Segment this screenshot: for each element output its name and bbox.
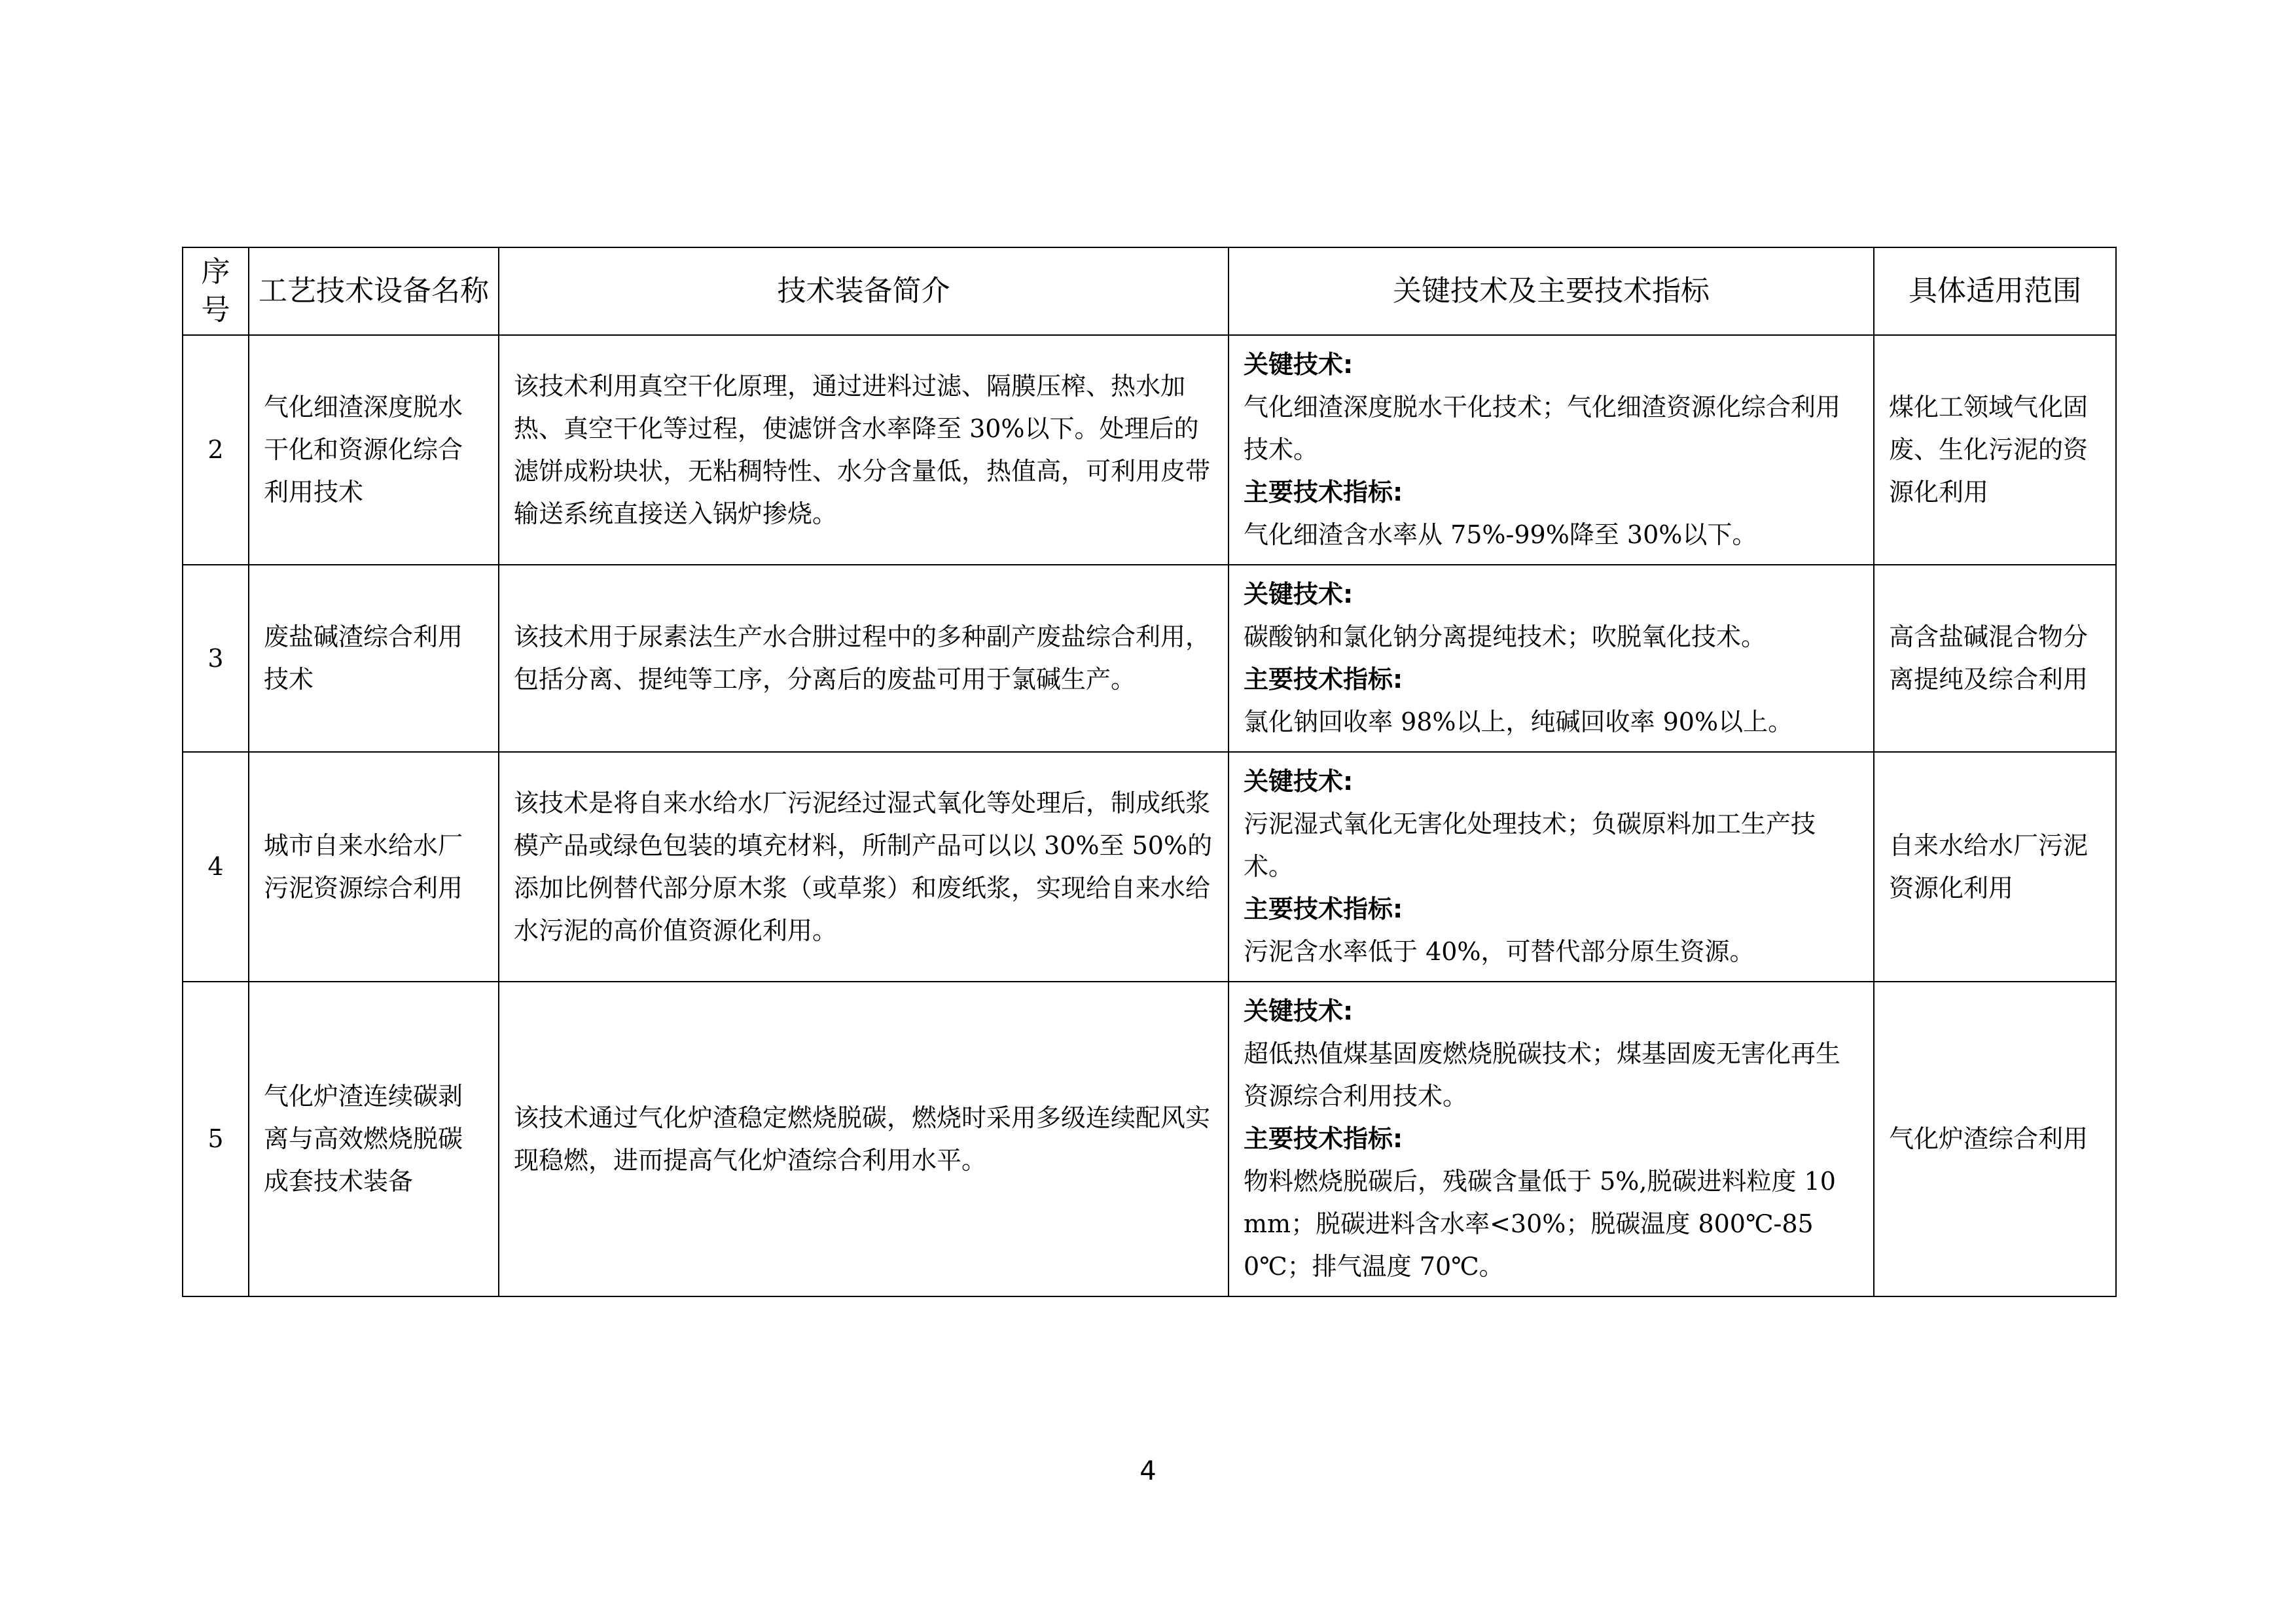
header-name: 工艺技术设备名称 — [249, 247, 499, 335]
table-row — [183, 565, 2116, 752]
row-scope: 自来水给水厂污泥资源化利用 — [1874, 752, 2116, 982]
main-indicator-label: 主要技术指标: — [1244, 665, 1403, 694]
row-scope: 气化炉渣综合利用 — [1874, 982, 2116, 1296]
key-tech-label: 关键技术: — [1244, 350, 1354, 379]
row-intro: 该技术通过气化炉渣稳定燃烧脱碳，燃烧时采用多级连续配风实现稳燃，进而提高气化炉渣综合利用水平。 — [499, 982, 1229, 1296]
header-intro: 技术装备简介 — [499, 247, 1229, 335]
row-key-tech — [1229, 752, 1874, 982]
key-tech-label: 关键技术: — [1244, 580, 1354, 609]
row-index: 5 — [183, 982, 249, 1296]
row-intro: 该技术利用真空干化原理，通过进料过滤、隔膜压榨、热水加热、真空干化等过程，使滤饼含水率降至 30%以下。处理后的滤饼成粉块状，无粘稠特性、水分含量低，热值高，可利用皮带输送系统直接送入锅炉掺烧。 — [499, 335, 1229, 565]
main-indicator-label: 主要技术指标: — [1244, 895, 1403, 923]
main-indicator-text: 氯化钠回收率 98%以上，纯碱回收率 90%以上。 — [1244, 707, 1793, 736]
row-key-tech — [1229, 335, 1874, 565]
main-indicator-text: 污泥含水率低于 40%，可替代部分原生资源。 — [1244, 937, 1755, 966]
row-name: 废盐碱渣综合利用技术 — [249, 565, 499, 752]
key-tech-text: 气化细渣深度脱水干化技术；气化细渣资源化综合利用技术。 — [1244, 393, 1841, 464]
key-tech-text: 超低热值煤基固废燃烧脱碳技术；煤基固废无害化再生资源综合利用技术。 — [1244, 1039, 1841, 1111]
row-index: 4 — [183, 752, 249, 982]
row-intro: 该技术是将自来水给水厂污泥经过湿式氧化等处理后，制成纸浆模产品或绿色包装的填充材料，所制产品可以以 30%至 50%的添加比例替代部分原木浆（或草浆）和废纸浆，实现给自来水给水污泥的高价值资源化利用。 — [499, 752, 1229, 982]
key-tech-text: 碳酸钠和氯化钠分离提纯技术；吹脱氧化技术。 — [1244, 622, 1767, 651]
row-name: 城市自来水给水厂污泥资源综合利用 — [249, 752, 499, 982]
table-row — [183, 982, 2116, 1296]
table-row — [183, 335, 2116, 565]
header-key-tech: 关键技术及主要技术指标 — [1229, 247, 1874, 335]
row-scope: 煤化工领域气化固废、生化污泥的资源化利用 — [1874, 335, 2116, 565]
technology-table — [182, 247, 2117, 1297]
key-tech-label: 关键技术: — [1244, 997, 1354, 1026]
main-indicator-label: 主要技术指标: — [1244, 478, 1403, 507]
table-header-row — [183, 247, 2116, 335]
main-indicator-text: 物料燃烧脱碳后，残碳含量低于 5%,脱碳进料粒度 10mm；脱碳进料含水率<30%；脱碳温度 800℃-850℃；排气温度 70℃。 — [1244, 1167, 1836, 1281]
key-tech-label: 关键技术: — [1244, 767, 1354, 796]
main-indicator-text: 气化细渣含水率从 75%-99%降至 30%以下。 — [1244, 520, 1757, 549]
header-index: 序号 — [183, 247, 249, 335]
row-scope: 高含盐碱混合物分离提纯及综合利用 — [1874, 565, 2116, 752]
main-indicator-label: 主要技术指标: — [1244, 1124, 1403, 1153]
header-scope: 具体适用范围 — [1874, 247, 2116, 335]
row-name: 气化细渣深度脱水干化和资源化综合利用技术 — [249, 335, 499, 565]
key-tech-text: 污泥湿式氧化无害化处理技术；负碳原料加工生产技术。 — [1244, 810, 1816, 881]
row-key-tech — [1229, 982, 1874, 1296]
row-key-tech — [1229, 565, 1874, 752]
page-number: 4 — [1139, 1456, 1157, 1486]
row-index: 3 — [183, 565, 249, 752]
row-intro: 该技术用于尿素法生产水合肼过程中的多种副产废盐综合利用，包括分离、提纯等工序，分离后的废盐可用于氯碱生产。 — [499, 565, 1229, 752]
row-index: 2 — [183, 335, 249, 565]
table-row — [183, 752, 2116, 982]
row-name: 气化炉渣连续碳剥离与高效燃烧脱碳成套技术装备 — [249, 982, 499, 1296]
